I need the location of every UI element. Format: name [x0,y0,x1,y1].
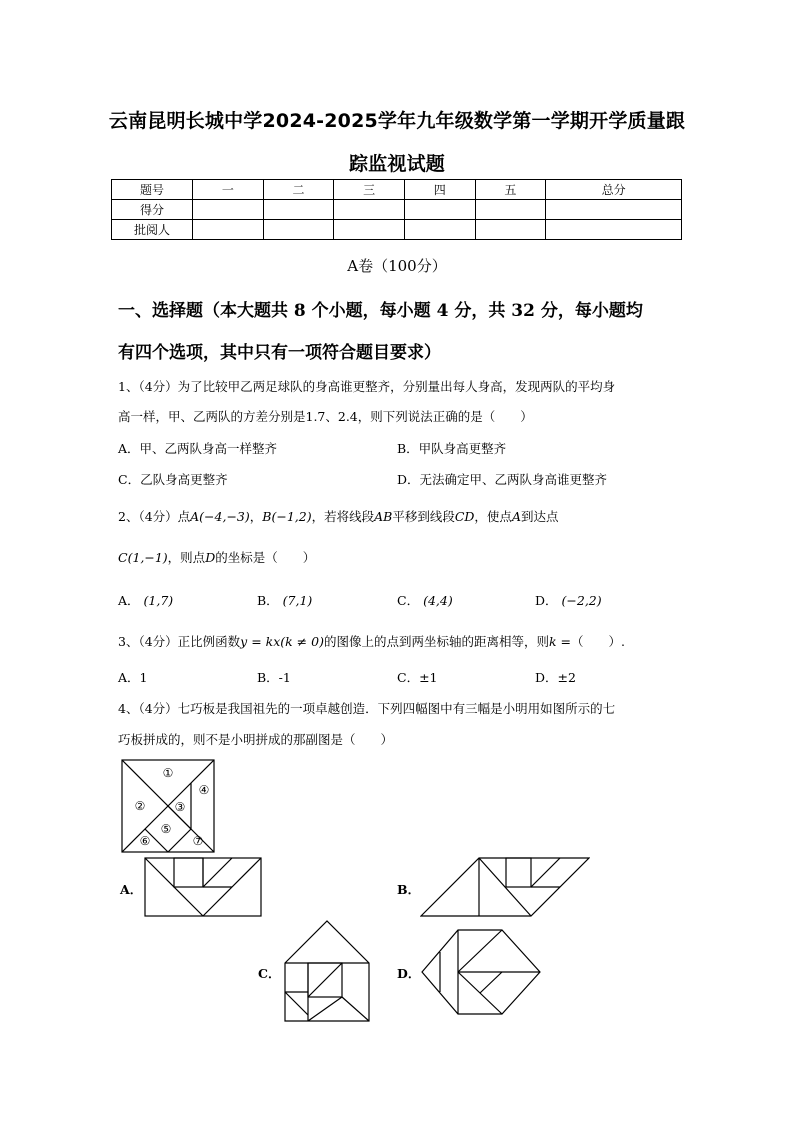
grader-cell[interactable] [193,220,264,240]
q4-option-c-figure[interactable] [282,920,372,1024]
piece-label-2: ② [134,799,146,813]
header-cell-question-no: 题号 [112,180,193,200]
q2-option-a-label: A． [118,593,140,608]
q2-option-d-label: D． [535,593,558,608]
header-cell-1: 一 [193,180,264,200]
q1-option-c[interactable]: C．乙队身高更整齐 [118,472,228,487]
score-cell[interactable] [404,200,475,220]
header-cell-2: 二 [263,180,334,200]
q2-option-a[interactable] [118,591,173,609]
q4-option-b-figure[interactable] [420,857,590,919]
section-heading-line2: 有四个选项，其中只有一项符合题目要求） [118,343,441,363]
score-table [111,179,682,240]
q2-end2: 的坐标是（ ） [215,550,316,565]
grader-cell[interactable] [263,220,334,240]
row-label-grader: 批阅人 [112,220,193,240]
q2-option-c-value: (4,4) [423,593,453,608]
row-label-score: 得分 [112,200,193,220]
q2-option-c[interactable] [397,591,453,609]
score-table-header-row [112,180,682,200]
tangram-reference-figure [118,756,218,856]
q2-mid3: ，使点 [474,509,512,524]
q2-segment-ab: AB [374,509,393,524]
score-cell[interactable] [546,200,682,220]
q1-text-line2: 高一样，甲、乙两队的方差分别是1.7、2.4，则下列说法正确的是（ ） [118,409,533,424]
q3-end: （ ）. [571,634,625,649]
document-title-line2: 踪监视试题 [348,153,445,175]
header-cell-3: 三 [334,180,405,200]
header-cell-5: 五 [475,180,546,200]
grader-cell[interactable] [334,220,405,240]
q3-option-d[interactable]: D．±2 [535,670,576,685]
q1-option-d[interactable]: D．无法确定甲、乙两队身高谁更整齐 [397,472,608,487]
document-title-line1: 云南昆明长城中学2024-2025学年九年级数学第一学期开学质量跟 [108,110,686,132]
q2-text-line1 [118,507,558,525]
q3-option-c[interactable]: C．±1 [397,670,438,685]
score-row [112,200,682,220]
q1-option-b[interactable]: B．甲队身高更整齐 [397,441,507,456]
q4-option-b-label[interactable]: B． [397,882,421,897]
q2-sep: ， [249,509,263,524]
volume-heading: A卷（100分） [347,257,447,275]
piece-label-5: ⑤ [160,822,172,836]
q2-option-d-value: (−2,2) [561,593,602,608]
q3-function: y = kx(k ≠ 0) [240,634,324,649]
piece-label-3: ③ [174,800,186,814]
q2-text-line2 [118,548,315,566]
q2-point-c: C(1,−1) [118,550,168,565]
q2-option-b[interactable] [257,591,312,609]
piece-label-1: ① [162,766,174,780]
grader-cell[interactable] [546,220,682,240]
score-cell[interactable] [263,200,334,220]
q2-segment-cd: CD [454,509,475,524]
q2-point-b: B(−1,2) [262,509,312,524]
q2-label-a: A [511,509,521,524]
q3-option-b[interactable]: B．-1 [257,670,291,685]
q2-option-d[interactable] [535,591,602,609]
piece-label-7: ⑦ [192,834,204,848]
grader-row [112,220,682,240]
q4-text-line2: 巧板拼成的，则不是小明拼成的那副图是（ ） [118,732,394,747]
q2-label-d: D [205,550,216,565]
q3-text [118,632,625,650]
q2-option-b-value: (7,1) [282,593,313,608]
header-cell-total: 总分 [546,180,682,200]
q2-mid2: 平移到线段 [392,509,455,524]
q4-option-d-figure[interactable] [420,928,542,1018]
grader-cell[interactable] [475,220,546,240]
q2-mid4: ，则点 [167,550,206,565]
q2-point-a: A(−4,−3) [190,509,250,524]
q3-k: k = [548,634,572,649]
q2-option-c-label: C． [397,593,420,608]
q4-option-a-label[interactable]: A． [120,882,143,897]
q3-option-a[interactable]: A．1 [118,670,148,685]
piece-label-6: ⑥ [139,834,151,848]
q4-option-d-label[interactable]: D． [397,966,421,981]
q2-mid1: ，若将线段 [311,509,375,524]
q2-option-a-value: (1,7) [143,593,174,608]
q1-option-a[interactable]: A．甲、乙两队身高一样整齐 [118,441,278,456]
q4-text-line1: 4、（4分）七巧板是我国祖先的一项卓越创造．下列四幅图中有三幅是小明用如图所示的七 [118,701,616,716]
score-cell[interactable] [193,200,264,220]
q4-option-a-figure[interactable] [144,857,262,919]
q3-prefix: 3、（4分）正比例函数 [118,634,241,649]
piece-label-4: ④ [198,783,210,797]
q1-text-line1: 1、（4分）为了比较甲乙两足球队的身高谁更整齐，分别量出每人身高，发现两队的平均身 [118,379,616,394]
q3-mid: 的图像上的点到两坐标轴的距离相等，则 [323,634,549,649]
score-cell[interactable] [475,200,546,220]
header-cell-4: 四 [404,180,475,200]
tangram-edge [168,829,191,852]
grader-cell[interactable] [404,220,475,240]
q2-end1: 到达点 [520,509,559,524]
q4-option-c-label[interactable]: C． [258,966,281,981]
q2-option-b-label: B． [257,593,279,608]
q2-prefix: 2、（4分）点 [118,509,191,524]
section-heading-line1: 一、选择题（本大题共 8 个小题，每小题 4 分，共 32 分，每小题均 [118,301,643,321]
score-cell[interactable] [334,200,405,220]
